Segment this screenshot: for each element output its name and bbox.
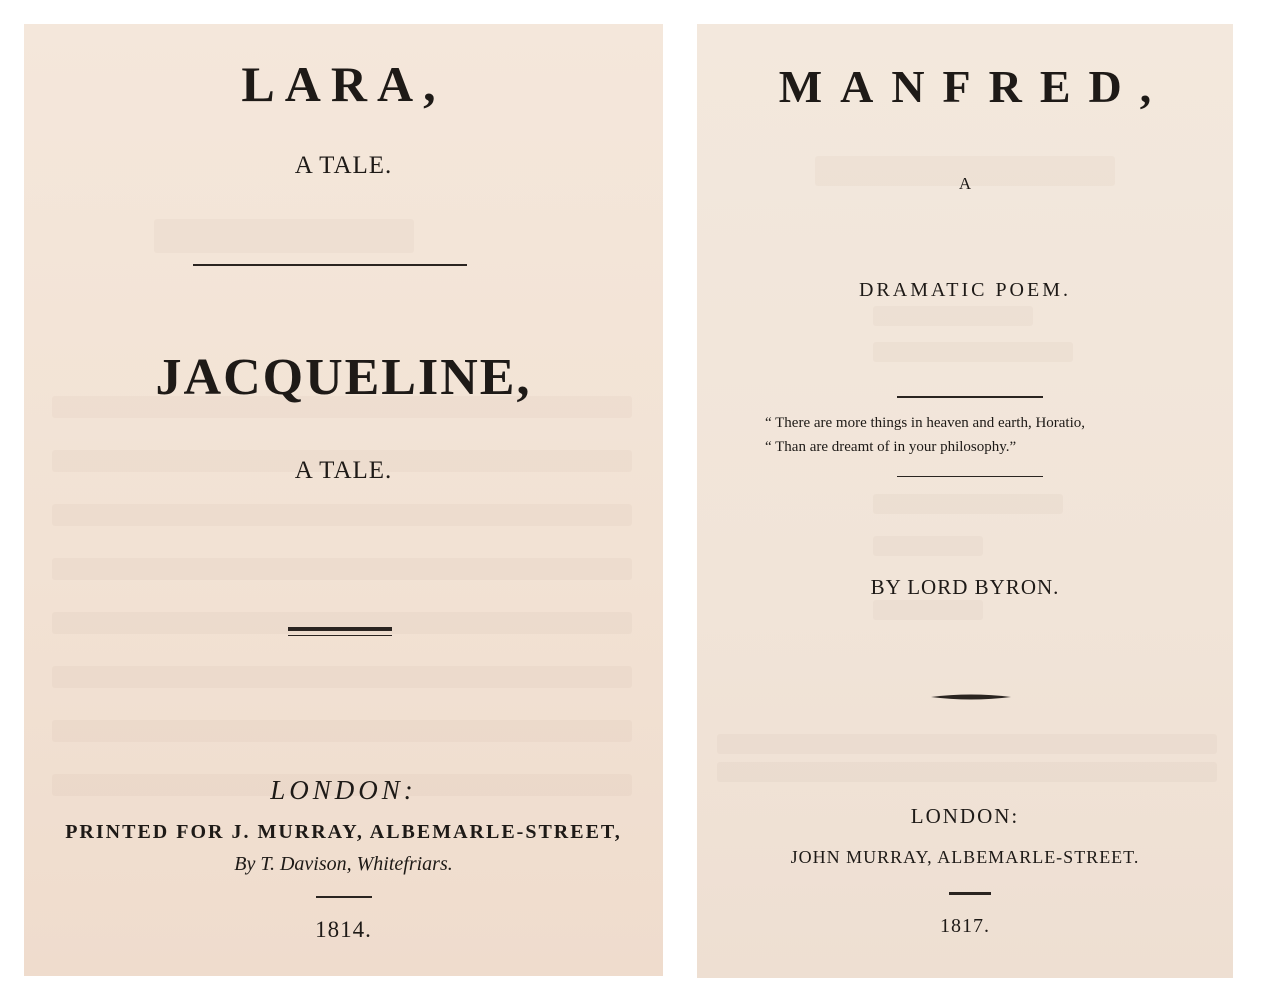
title-page-manfred bbox=[697, 24, 1233, 978]
show-through-line bbox=[717, 762, 1217, 782]
show-through-line bbox=[52, 504, 632, 526]
epigraph-line: “ Than are dreamt of in your philosophy.” bbox=[765, 439, 1017, 455]
show-through-heading bbox=[154, 219, 414, 253]
short-rule bbox=[949, 892, 991, 895]
subtitle-article: A bbox=[958, 174, 972, 193]
show-through-line bbox=[873, 306, 1033, 326]
work-genre: DRAMATIC POEM. bbox=[858, 279, 1072, 301]
ornamental-swell-rule bbox=[931, 692, 1011, 702]
show-through-line bbox=[873, 536, 983, 556]
divider-rule bbox=[193, 264, 467, 266]
show-through-line bbox=[873, 600, 983, 620]
double-rule-thick bbox=[288, 627, 392, 631]
show-through-line bbox=[52, 558, 632, 580]
imprint-city: LONDON: bbox=[910, 804, 1020, 828]
divider-rule bbox=[897, 396, 1043, 398]
imprint-printer: By T. Davison, Whitefriars. bbox=[234, 853, 453, 875]
short-rule bbox=[316, 896, 372, 898]
imprint-city: LONDON: bbox=[270, 775, 417, 805]
author-line: BY LORD BYRON. bbox=[870, 575, 1060, 599]
imprint-year: 1817. bbox=[940, 915, 990, 937]
work-title-jacqueline: JACQUELINE, bbox=[155, 349, 532, 406]
show-through-line bbox=[52, 666, 632, 688]
imprint-publisher: PRINTED FOR J. MURRAY, ALBEMARLE-STREET, bbox=[65, 821, 622, 843]
show-through-line bbox=[717, 734, 1217, 754]
imprint-publisher: JOHN MURRAY, ALBEMARLE-STREET. bbox=[790, 847, 1140, 867]
imprint-year: 1814. bbox=[315, 917, 372, 942]
epigraph-line: “ There are more things in heaven and earth, Horatio, bbox=[765, 415, 1086, 431]
show-through-line bbox=[873, 494, 1063, 514]
show-through-line bbox=[52, 720, 632, 742]
work-title-lara: LARA, bbox=[241, 56, 446, 112]
divider-rule bbox=[897, 476, 1043, 477]
work-subtitle: A TALE. bbox=[294, 152, 393, 179]
title-page-lara bbox=[24, 24, 663, 976]
show-through-line bbox=[873, 342, 1073, 362]
double-rule-thin bbox=[288, 635, 392, 636]
work-title-manfred: MANFRED, bbox=[778, 61, 1170, 112]
work-subtitle: A TALE. bbox=[294, 457, 393, 484]
